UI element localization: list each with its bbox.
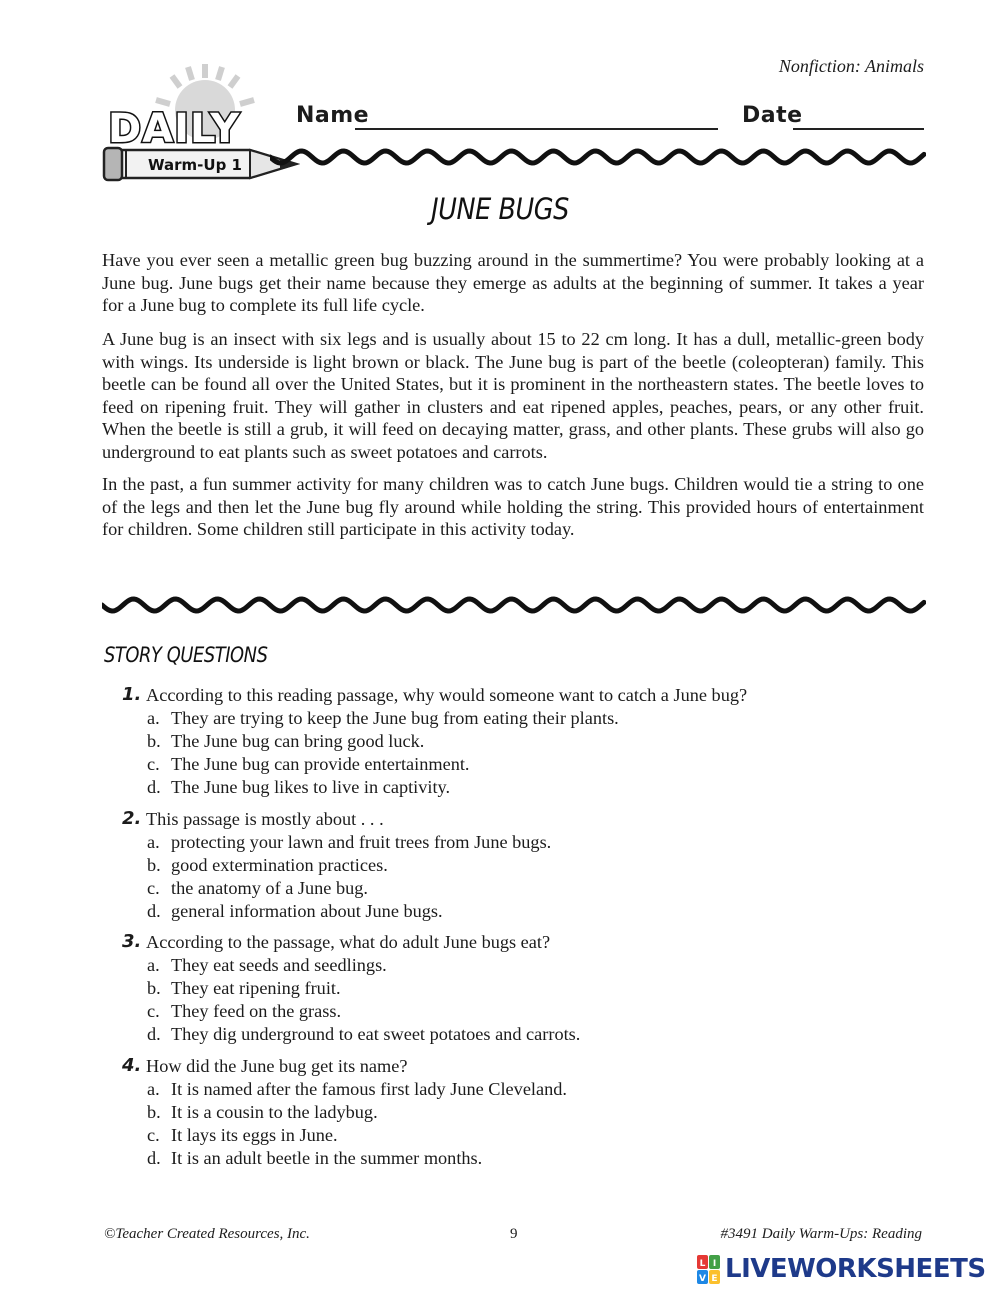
choice-text: general information about June bugs. (171, 901, 443, 921)
choice-d[interactable] (147, 1147, 482, 1170)
category-label: Nonfiction: Animals (778, 56, 924, 76)
question-text: How did the June bug get its name? (146, 1056, 408, 1076)
choice-text: protecting your lawn and fruit trees from June bugs. (171, 832, 552, 852)
question-text: According to this reading passage, why would someone want to catch a June bug? (146, 685, 748, 705)
choice-a[interactable] (147, 1078, 567, 1101)
choice-letter: d. (147, 1024, 161, 1044)
brand-tile-letter: I (712, 1259, 717, 1269)
choice-letter: b. (147, 731, 161, 751)
choice-letter: d. (147, 777, 161, 797)
choice-letter: c. (147, 1125, 160, 1145)
choice-letter: b. (147, 1102, 161, 1122)
choice-d[interactable] (147, 776, 450, 799)
question-number: 3. (122, 931, 142, 952)
choice-b[interactable] (147, 977, 341, 1000)
choice-letter: b. (147, 978, 161, 998)
question-number: 2. (122, 808, 142, 829)
choice-text: The June bug likes to live in captivity. (171, 777, 451, 797)
logo-subtitle: Warm-Up 1 (148, 156, 242, 174)
passage-paragraph-2: A June bug is an insect with six legs and is usually about 15 to 22 cm long. It has a dull, metallic-green body with wings. Its underside is light brown or black. The June bug is part of the beetle (coleopteran) family. This beetle can be found all over the United States, but it is prominent in the northeastern states. The beetle loves to feed on ripening fruit. They will gather in clusters and eat ripened apples, peaches, pears, or any other fruit. When the beetle is still a grub, it will feed on decaying matter, grass, and other plants. These grubs will also go underground to eat plants such as sweet potatoes and carrots. (102, 329, 924, 462)
choice-text: good extermination practices. (171, 855, 388, 875)
choice-letter: a. (147, 1079, 160, 1099)
choice-text: It is named after the famous first lady June Cleveland. (171, 1079, 567, 1099)
choice-text: It is an adult beetle in the summer months. (171, 1148, 483, 1168)
choice-letter: c. (147, 878, 160, 898)
choice-c[interactable] (147, 753, 470, 776)
choice-text: It is a cousin to the ladybug. (171, 1102, 378, 1122)
choice-text: They are trying to keep the June bug from eating their plants. (171, 708, 619, 728)
brand-tile-letter: L (699, 1259, 706, 1269)
liveworksheets-icon (697, 1255, 721, 1287)
name-label: Name (296, 103, 370, 128)
choice-text: The June bug can provide entertainment. (171, 754, 470, 774)
footer-copyright: ©Teacher Created Resources, Inc. (104, 1226, 310, 1242)
footer-book-title: #3491 Daily Warm-Ups: Reading (720, 1226, 922, 1242)
logo-word: DAILY (108, 106, 241, 152)
name-field[interactable] (355, 128, 718, 130)
question-number: 4. (122, 1055, 142, 1076)
choice-b[interactable] (147, 730, 424, 753)
story-questions-title: STORY QUESTIONS (104, 643, 268, 667)
choice-letter: d. (147, 1148, 161, 1168)
liveworksheets-brand[interactable] (697, 1254, 997, 1286)
passage-paragraph-3: In the past, a fun summer activity for many children was to catch June bugs. Children would tie a string to one of the legs and then let the June bug fly around while holding the string. This provided hours of entertainment for children. Some children still participate in this activity today. (102, 474, 924, 540)
question-text: This passage is mostly about . . . (146, 809, 384, 829)
choice-c[interactable] (147, 1000, 341, 1023)
choice-a[interactable] (147, 954, 387, 977)
choice-c[interactable] (147, 1124, 338, 1147)
choice-text: They feed on the grass. (171, 1001, 342, 1021)
choice-d[interactable] (147, 900, 443, 923)
choice-d[interactable] (147, 1023, 580, 1046)
choice-text: the anatomy of a June bug. (171, 878, 368, 898)
brand-tile-letter: V (699, 1274, 706, 1284)
question-text: According to the passage, what do adult June bugs eat? (146, 932, 551, 952)
choice-a[interactable] (147, 831, 551, 854)
choice-letter: c. (147, 1001, 160, 1021)
choice-letter: b. (147, 855, 161, 875)
choice-text: They eat ripening fruit. (171, 978, 341, 998)
middle-wave-divider (102, 591, 926, 619)
choice-a[interactable] (147, 707, 619, 730)
choice-text: The June bug can bring good luck. (171, 731, 425, 751)
top-wave-divider (270, 143, 926, 171)
choice-text: They eat seeds and seedlings. (171, 955, 387, 975)
question-number: 1. (122, 684, 142, 705)
choice-letter: d. (147, 901, 161, 921)
footer-page-number: 9 (510, 1226, 518, 1242)
date-label: Date (742, 103, 803, 128)
passage-paragraph-1: Have you ever seen a metallic green bug buzzing around in the summertime? You were probably looking at a June bug. June bugs get their name because they emerge as adults at the beginning of summer. It takes a year for a June bug to complete its full life cycle. (102, 250, 924, 316)
brand-name: LIVEWORKSHEETS (725, 1254, 986, 1284)
brand-tile-letter: E (711, 1274, 718, 1284)
date-field[interactable] (793, 128, 924, 130)
choice-text: It lays its eggs in June. (171, 1125, 338, 1145)
choice-letter: a. (147, 832, 160, 852)
choice-letter: a. (147, 708, 160, 728)
choice-c[interactable] (147, 877, 368, 900)
choice-letter: c. (147, 754, 160, 774)
choice-b[interactable] (147, 1101, 378, 1124)
passage-title: JUNE BUGS (431, 192, 569, 226)
choice-b[interactable] (147, 854, 388, 877)
choice-text: They dig underground to eat sweet potatoes and carrots. (171, 1024, 581, 1044)
choice-letter: a. (147, 955, 160, 975)
